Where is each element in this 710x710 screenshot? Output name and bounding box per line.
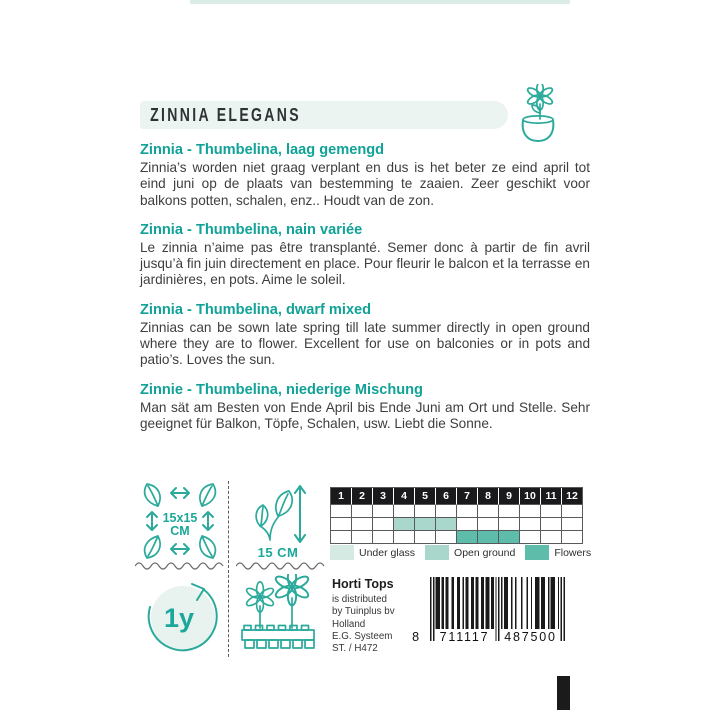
distributor-line: Holland [332,618,366,630]
calendar-cell-under_glass-month-3 [373,505,394,518]
calendar-cell-flowers-month-10 [520,531,541,544]
one-year-cycle-icon [141,577,219,653]
section-german [140,382,590,433]
calendar-cell-flowers-month-12 [562,531,583,544]
calendar-month-header: 4 [394,488,415,505]
legend-swatch [425,545,449,560]
calendar-cell-flowers-month-4 [394,531,415,544]
calendar-cell-open_ground-month-4 [394,518,415,531]
section-heading: Zinnia - Thumbelina, nain variée [140,221,363,238]
calendar-cell-under_glass-month-7 [457,505,478,518]
culture-icons-grid [135,478,325,660]
calendar-cell-open_ground-month-6 [436,518,457,531]
calendar-month-header: 1 [331,488,352,505]
calendar-month-header: 9 [499,488,520,505]
balcony-flowers-icon [233,570,323,660]
section-english [140,302,590,369]
calendar-cell-open_ground-month-1 [331,518,352,531]
section-body: Le zinnia n’aime pas être transplanté. Semer donc à partir de fin avril jusqu’à fin juin directement en place. Pour fleurir le balcon et la terrasse en jardinières, en pots. Aime le soleil. [140,239,590,288]
sowing-calendar [330,487,583,544]
section-body: Man sät am Besten von Ende April bis Ende Juni am Ort und Stelle. Sehr geeignet für Balkon, Töpfe, Schalen, usw. Liebt die Sonne. [140,399,590,431]
legend-label: Open ground [454,546,516,559]
calendar-legend [330,545,601,560]
legend-item-flowers [525,545,593,560]
section-heading: Zinnia - Thumbelina, dwarf mixed [140,301,372,318]
legend-swatch [330,545,354,560]
calendar-cell-under_glass-month-8 [478,505,499,518]
calendar-cell-under_glass-month-11 [541,505,562,518]
calendar-cell-under_glass-month-2 [352,505,373,518]
calendar-cell-under_glass-month-5 [415,505,436,518]
calendar-cell-flowers-month-5 [415,531,436,544]
plant-height-icon [233,478,323,564]
section-heading: Zinnia - Thumbelina, laag gemengd [140,142,385,158]
cycle-label: 1y [163,603,195,633]
spacing-label: 15x15 [162,511,198,525]
calendar-cell-open_ground-month-7 [457,518,478,531]
section-body: Zinnia’s worden niet graag verplant en dus is het beter ze eind april tot eind juni op de plaats van bestemming te zaaien. Zeer geschikt voor balkons potten, schalen, enz.. Houdt van de zon. [140,160,590,208]
calendar-cell-open_ground-month-2 [352,518,373,531]
section-body: Zinnias can be sown late spring till late summer directly in open ground where they are to flower. Excellent for use on balconies or in pots and patio’s. Loves the sun. [140,319,590,368]
distributor-line: by Tuinplus bv [332,606,395,618]
calendar-cell-flowers-month-3 [373,531,394,544]
annual-cycle-icon [135,570,225,660]
barcode [412,577,570,651]
section-dutch [140,142,590,209]
calendar-cell-flowers-month-2 [352,531,373,544]
calendar-cell-under_glass-month-1 [331,505,352,518]
distributor-name: Horti Tops [332,577,394,591]
legend-label: Under glass [359,546,416,559]
calendar-month-header: 3 [373,488,394,505]
calendar-cell-flowers-month-6 [436,531,457,544]
spacing-icon [135,478,225,564]
calendar-cell-flowers-month-7 [457,531,478,544]
calendar-cell-flowers-month-8 [478,531,499,544]
flowers-in-planter-icon [234,574,322,656]
top-edge-strip [190,0,570,4]
calendar-cell-flowers-month-1 [331,531,352,544]
distributor-line: is distributed [332,594,387,605]
grid-divider-wavy-left [135,562,224,570]
spacing-unit-label: CM [170,524,190,538]
calendar-month-header: 6 [436,488,457,505]
calendar-cell-open_ground-month-3 [373,518,394,531]
calendar-cell-open_ground-month-8 [478,518,499,531]
height-label: 15 CM [257,545,299,560]
section-french [140,222,590,289]
calendar-cell-under_glass-month-6 [436,505,457,518]
calendar-cell-open_ground-month-10 [520,518,541,531]
calendar-month-header: 2 [352,488,373,505]
calendar-cell-flowers-month-9 [499,531,520,544]
sprout-height-icon [248,482,308,544]
calendar-cell-open_ground-month-11 [541,518,562,531]
calendar-cell-under_glass-month-12 [562,505,583,518]
calendar-cell-open_ground-month-9 [499,518,520,531]
calendar-cell-under_glass-month-10 [520,505,541,518]
title-banner [140,101,508,129]
calendar-cell-under_glass-month-9 [499,505,520,518]
calendar-month-header: 12 [562,488,583,505]
calendar-cell-under_glass-month-4 [394,505,415,518]
calendar-month-header: 7 [457,488,478,505]
calendar-cell-open_ground-month-5 [415,518,436,531]
print-registration-mark [557,676,570,710]
legend-item-open_ground [425,545,517,560]
distributor-line: ST. / H472 [332,643,378,655]
flower-pot-icon [510,84,566,144]
grid-divider-vertical [228,481,229,657]
barcode-group1: 711117 [436,630,493,644]
description-sections [140,142,590,445]
grid-divider-wavy-right [236,562,325,570]
calendar-month-header: 5 [415,488,436,505]
calendar-month-header: 11 [541,488,562,505]
section-heading: Zinnie - Thumbelina, niederige Mischung [140,381,423,398]
calendar-cell-open_ground-month-12 [562,518,583,531]
legend-swatch [525,545,549,560]
barcode-group2: 487500 [502,630,559,644]
page-title: ZINNIA ELEGANS [150,104,301,125]
calendar-month-header: 8 [478,488,499,505]
legend-label: Flowers [554,546,592,559]
distributor-info [332,577,395,655]
barcode-lead-digit: 8 [412,630,421,644]
calendar-month-header: 10 [520,488,541,505]
calendar-cell-flowers-month-11 [541,531,562,544]
distributor-line: E.G. Systeem [332,630,393,642]
legend-item-under_glass [330,545,417,560]
plant-spacing-icon [141,481,219,561]
